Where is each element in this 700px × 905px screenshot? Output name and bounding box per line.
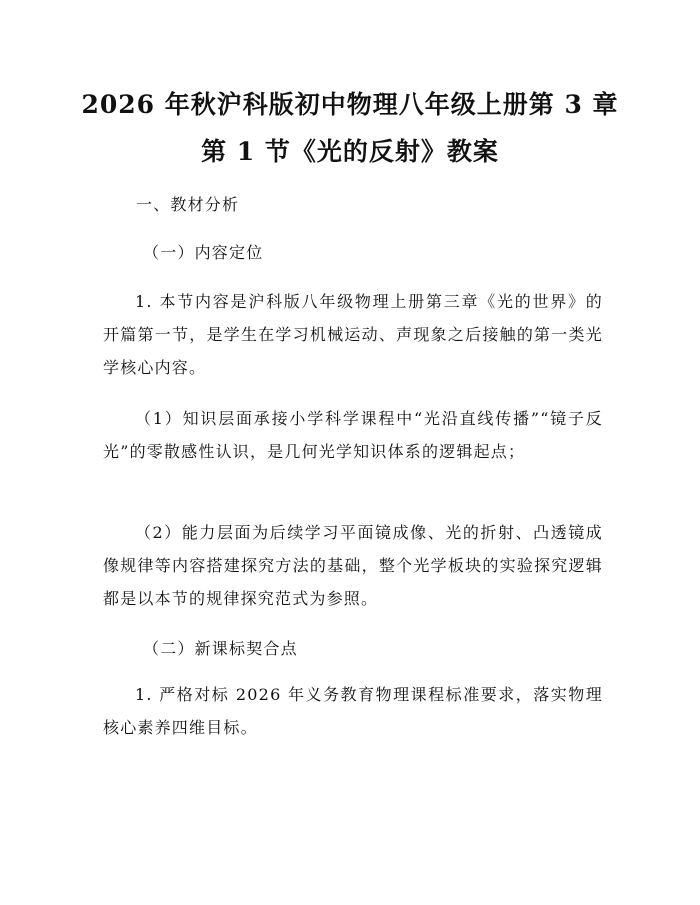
subsection-heading-content-positioning: （一）内容定位: [143, 243, 264, 262]
paragraph-curriculum-standards: 1. 严格对标 2026 年义务教育物理课程标准要求，落实物理核心素养四维目标。: [103, 685, 603, 737]
section-heading-textbook-analysis: 一、教材分析: [136, 195, 240, 214]
paragraph-ability-level: （2）能力层面为后续学习平面镜成像、光的折射、凸透镜成像规律等内容搭建探究方法的基础，整个光学板块的实验探究逻辑都是以本节的规律探究范式为参照。: [103, 523, 603, 608]
subsection-heading-curriculum-standards: （二）新课标契合点: [143, 639, 298, 658]
paragraph-knowledge-level: （1）知识层面承接小学科学课程中“光沿直线传播”“镜子反光”的零散感性认识，是几何光学知识体系的逻辑起点；: [103, 409, 603, 461]
document-title-line-1: 2026 年秋沪科版初中物理八年级上册第 3 章: [81, 90, 619, 119]
paragraph-content-overview: 1. 本节内容是沪科版八年级物理上册第三章《光的世界》的开篇第一节，是学生在学习机械运动、声现象之后接触的第一类光学核心内容。: [103, 292, 603, 377]
document-title-line-2: 第 1 节《光的反射》教案: [201, 137, 499, 166]
